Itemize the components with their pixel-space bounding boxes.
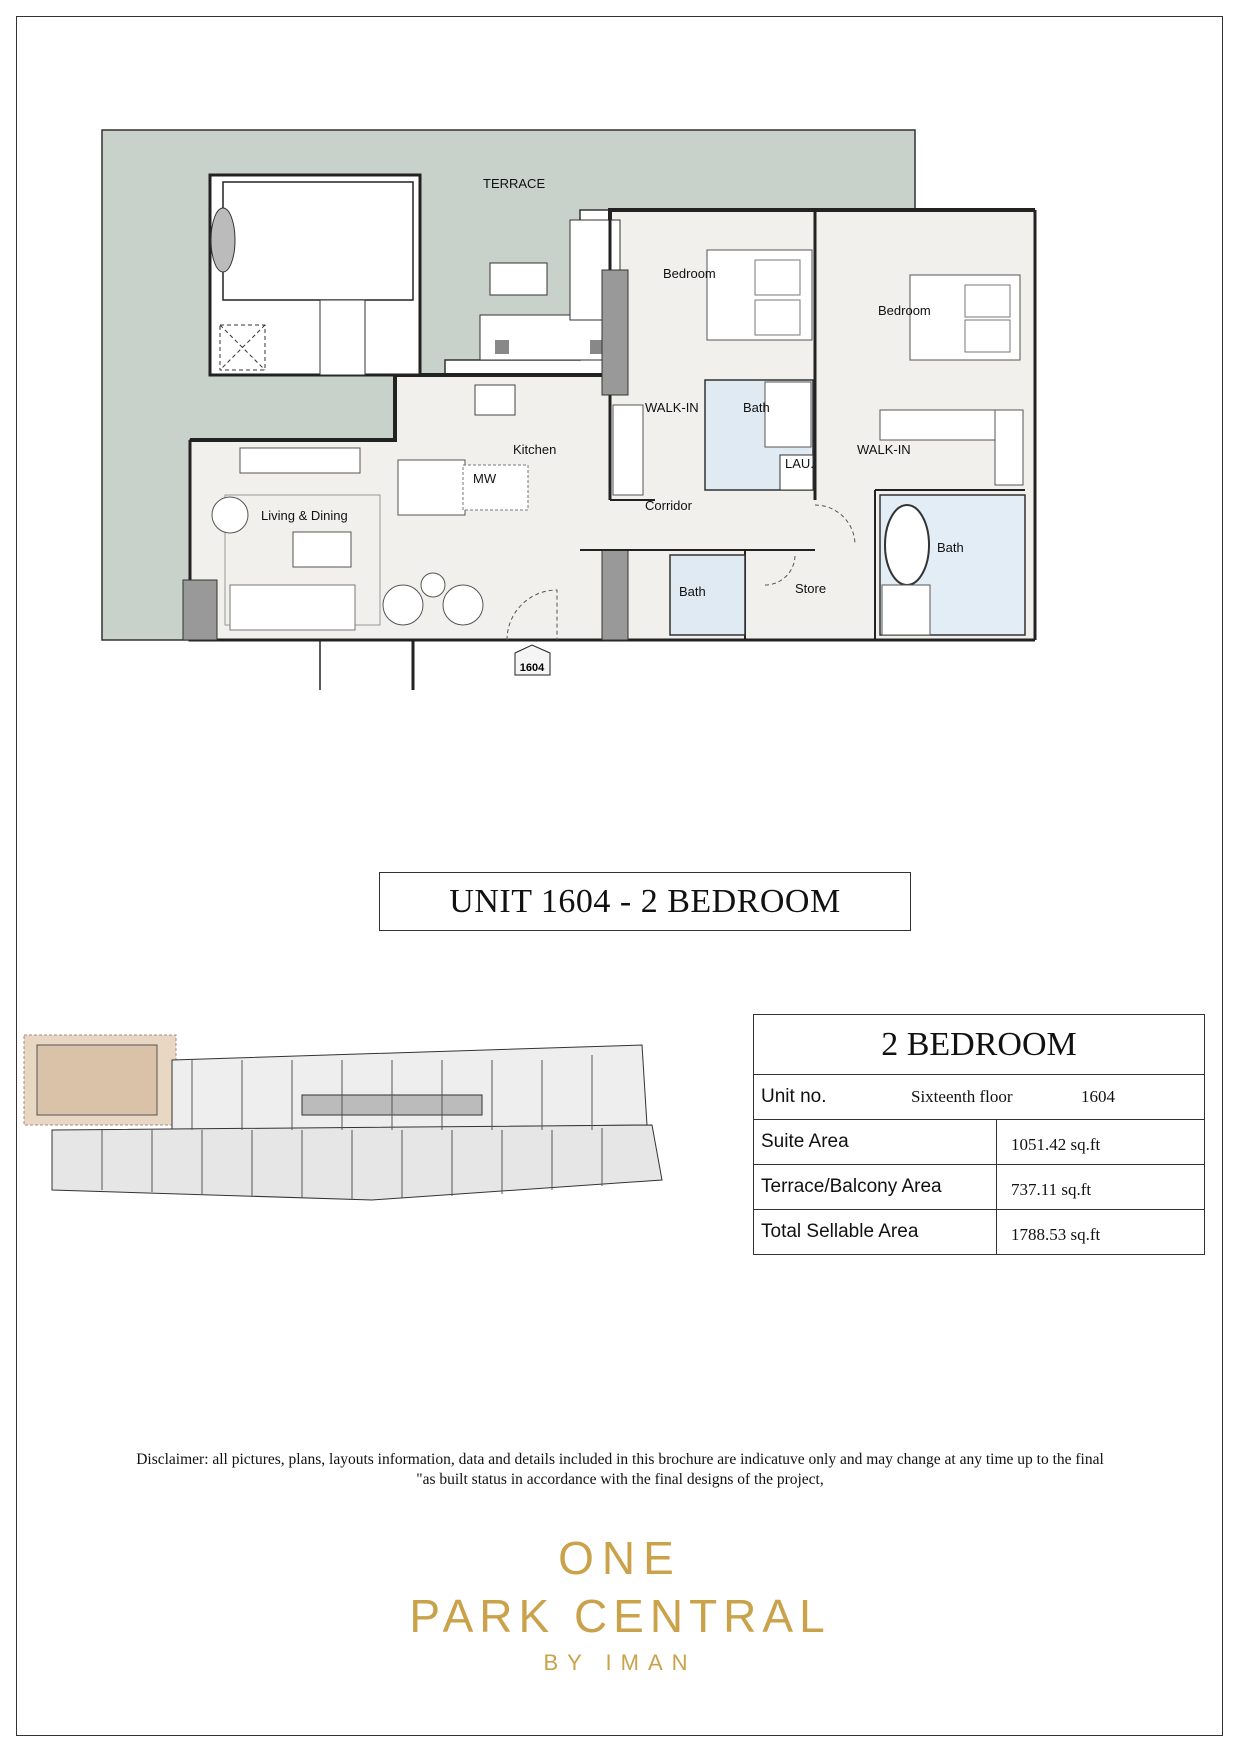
logo-line-one: ONE [558,1532,682,1584]
corridor-label: Corridor [645,498,692,513]
spec-row-label: Suite Area [754,1120,997,1164]
walkin-label: WALK-IN [857,442,911,457]
unit-title: UNIT 1604 - 2 BEDROOM [379,872,911,931]
floor-plan [95,120,1160,780]
entry-tag: 1604 [519,662,545,674]
terrace-label: TERRACE [483,176,546,191]
bedroom-label: Bedroom [878,303,931,318]
living-dining-label: Living & Dining [261,508,348,523]
laundry-label: LAU. [785,456,814,471]
bath-label: Bath [679,584,706,599]
spec-row-label: Total Sellable Area [754,1210,997,1254]
bath-label: Bath [937,540,964,555]
spec-heading: 2 BEDROOM [754,1015,1204,1075]
brand-logo [340,1528,900,1676]
store-label: Store [795,581,827,596]
spec-row-label: Terrace/Balcony Area [754,1165,997,1209]
logo-line-park-central: PARK CENTRAL [409,1590,831,1642]
spec-row-value: 1788.53 sq.ft [1011,1225,1101,1244]
logo-line-by-iman: BY IMAN [543,1650,697,1675]
walkin-label: WALK-IN [645,400,699,415]
kitchen-label: Kitchen [513,442,557,457]
spec-row [754,1120,1204,1165]
mw-label: MW [473,471,497,486]
spec-row [754,1210,1204,1254]
unit-number: 1604 [1081,1087,1115,1106]
disclaimer [60,1450,1180,1490]
spec-row [754,1165,1204,1210]
bath-label: Bath [743,400,770,415]
unit-spec-table [753,1014,1205,1255]
key-plan-drawing [22,1030,732,1218]
disclaimer-line: "as built status in accordance with the final designs of the project, [416,1471,824,1488]
spec-unit-row [754,1075,1204,1120]
key-plan [22,1030,732,1218]
spec-row-value: 737.11 sq.ft [1011,1180,1092,1199]
floor-value: Sixteenth floor [911,1087,1013,1106]
disclaimer-line: Disclaimer: all pictures, plans, layouts information, data and details included in this brochure are indicatuve only and may change at any time up to the final [136,1451,1104,1468]
floor-plan-drawing [95,120,1160,780]
unit-no-label: Unit no. [761,1086,827,1107]
bedroom-label: Bedroom [663,266,716,281]
spec-row-value: 1051.42 sq.ft [1011,1135,1101,1154]
